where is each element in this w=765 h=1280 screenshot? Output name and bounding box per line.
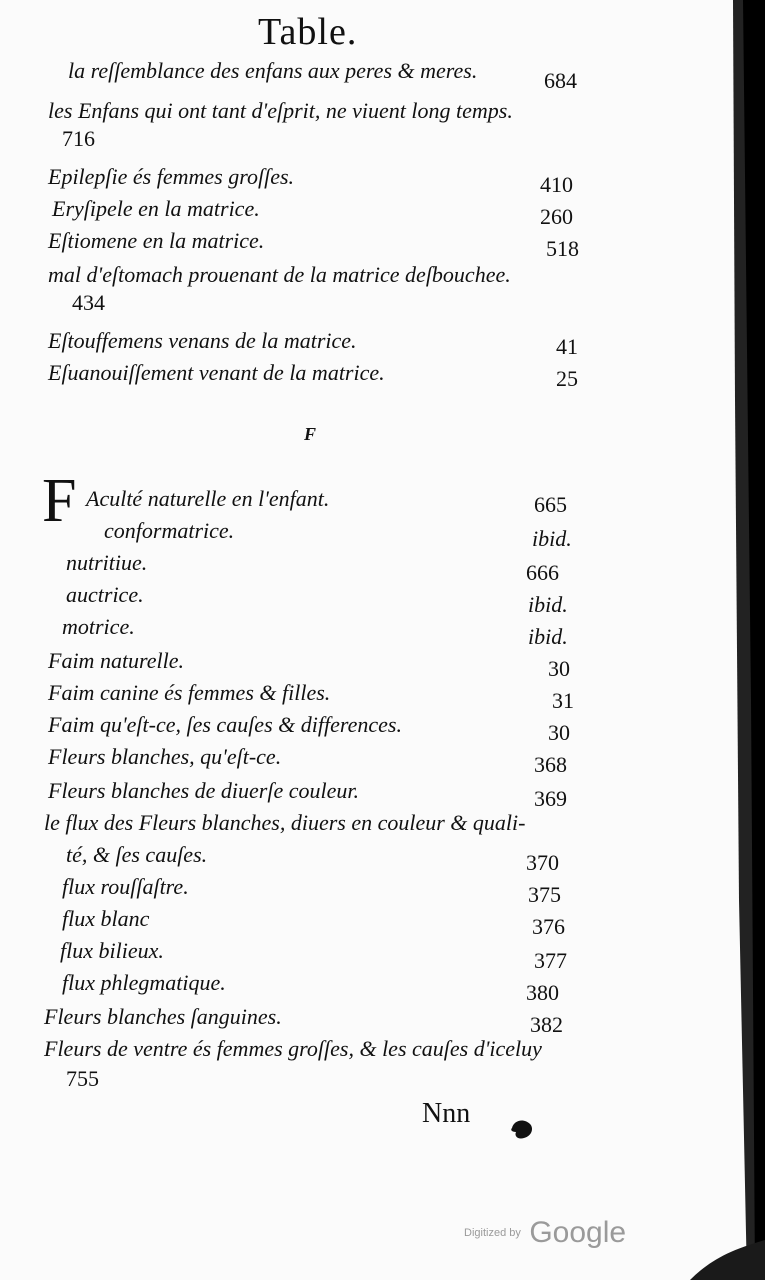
page-number: 25 — [556, 366, 578, 391]
page-number: 377 — [534, 948, 567, 973]
index-entry: Eryſipele en la matrice. — [52, 196, 260, 221]
index-entry: Eſtiomene en la matrice. — [48, 228, 265, 253]
page-number: 382 — [530, 1012, 563, 1037]
index-entry: Faim qu'eſt-ce, ſes cauſes & differences. — [48, 712, 402, 737]
page-number: 376 — [532, 914, 565, 939]
page-number: 369 — [534, 786, 567, 811]
index-entry: flux bilieux. — [60, 938, 164, 963]
ink-blot-ornament — [510, 1118, 534, 1140]
index-entry: flux rouſſaſtre. — [62, 874, 189, 899]
index-entry: flux phlegmatique. — [62, 970, 226, 995]
drop-cap: F — [42, 467, 77, 535]
index-entry: flux blanc — [62, 906, 150, 931]
index-entry: motrice. — [62, 614, 135, 639]
page-number: 31 — [552, 688, 574, 713]
page-number: 518 — [546, 236, 579, 261]
index-entry: Fleurs de ventre és femmes groſſes, & les cauſes d'iceluy — [44, 1036, 542, 1061]
page-number: 684 — [544, 68, 577, 93]
page-number: 30 — [548, 656, 570, 681]
page-title: Table. — [258, 11, 358, 53]
page-number: ibid. — [528, 592, 568, 617]
digitized-label: Digitized by — [464, 1227, 521, 1239]
page-number: 665 — [534, 492, 567, 517]
page-number: 260 — [540, 204, 573, 229]
index-entry: Faim canine és femmes & filles. — [48, 680, 331, 705]
index-entry: le flux des Fleurs blanches, diuers en couleur & quali- — [44, 810, 526, 835]
index-entry: Fleurs blanches, qu'eſt-ce. — [48, 744, 282, 769]
page-corner-shadow — [690, 1220, 765, 1280]
index-entry: auctrice. — [66, 582, 144, 607]
page-number: 410 — [540, 172, 573, 197]
google-logo: Google — [529, 1216, 627, 1249]
page-edge-shadow — [725, 0, 765, 1280]
page-number: 666 — [526, 560, 559, 585]
page-number: 368 — [534, 752, 567, 777]
digitized-footer — [464, 1216, 626, 1250]
index-entry-continuation: té, & ſes cauſes. — [66, 842, 208, 867]
page-number: 30 — [548, 720, 570, 745]
index-entry: Epilepſie és femmes groſſes. — [48, 164, 295, 189]
page-number: ibid. — [532, 526, 572, 551]
page-number: 380 — [526, 980, 559, 1005]
page-number: 375 — [528, 882, 561, 907]
index-entry: conformatrice. — [104, 518, 235, 543]
index-entry: mal d'eſtomach prouenant de la matrice deſbouchee. — [48, 262, 511, 287]
page-number: 755 — [66, 1066, 99, 1091]
page-number: ibid. — [528, 624, 568, 649]
index-entry: Fleurs blanches ſanguines. — [44, 1004, 282, 1029]
page-number: 370 — [526, 850, 559, 875]
index-entry: Fleurs blanches de diuerſe couleur. — [48, 778, 359, 803]
page-number: 434 — [72, 290, 105, 315]
index-entry: la reſſemblance des enfans aux peres & meres. — [68, 58, 478, 83]
index-entry: Faim naturelle. — [48, 648, 185, 673]
page-number: 716 — [62, 126, 95, 151]
index-entry: Eſuanouiſſement venant de la matrice. — [48, 360, 385, 385]
index-entry: nutritiue. — [66, 550, 148, 575]
section-letter: F — [304, 424, 317, 444]
signature-mark: Nnn — [422, 1098, 471, 1129]
page-number: 41 — [556, 334, 578, 359]
index-entry: Eſtouffemens venans de la matrice. — [48, 328, 357, 353]
index-entry: les Enfans qui ont tant d'eſprit, ne viuent long temps. — [48, 98, 513, 123]
index-entry: Aculté naturelle en l'enfant. — [86, 486, 330, 511]
